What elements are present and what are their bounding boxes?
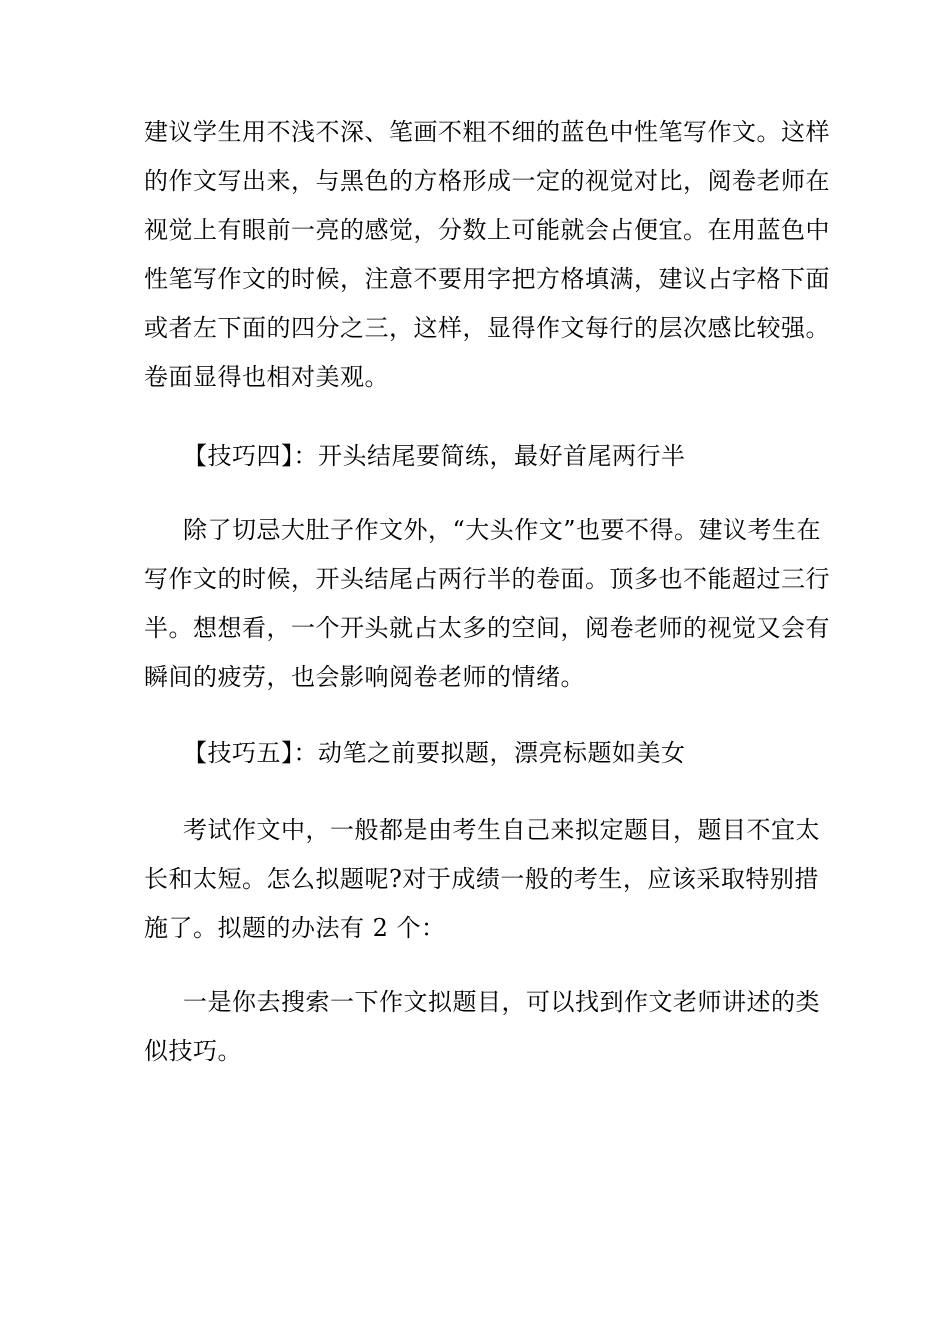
- heading-text: 【技巧四】：开头结尾要简练，最好首尾两行半: [183, 442, 686, 470]
- text-line: 瞬间的疲劳，也会影响阅卷老师的情绪。: [144, 663, 585, 691]
- text-line: 考试作文中，一般都是由考生自己来拟定题目，题目不宜太: [183, 816, 820, 844]
- text-line: 施了。拟题的办法有 2 个：: [144, 914, 446, 942]
- heading-text: 【技巧五】：动笔之前要拟题，漂亮标题如美女: [183, 739, 686, 767]
- heading-tip-five: [144, 729, 808, 778]
- text-line: 建议学生用不浅不深、笔画不粗不细的蓝色中性笔写作文。这样: [144, 118, 830, 146]
- text-line: 除了切忌大肚子作文外，“大头作文”也要不得。建议考生在: [183, 516, 822, 544]
- text-line: 性笔写作文的时候，注意不要用字把方格填满，建议占字格下面: [144, 265, 830, 293]
- heading-tip-four: [144, 432, 808, 481]
- text-line: 卷面显得也相对美观。: [144, 363, 389, 391]
- paragraph-pen-advice: [144, 108, 830, 402]
- text-line: 长和太短。怎么拟题呢?对于成绩一般的考生，应该采取特别措: [144, 865, 819, 893]
- text-line: 的作文写出来，与黑色的方格形成一定的视觉对比，阅卷老师在: [144, 167, 830, 195]
- paragraph-opening-ending: [144, 506, 830, 702]
- paragraph-method-one: [144, 978, 820, 1076]
- paragraph-title-drafting: [144, 806, 820, 953]
- text-line: 似技巧。: [144, 1037, 242, 1065]
- text-line: 写作文的时候，开头结尾占两行半的卷面。顶多也不能超过三行: [144, 565, 830, 593]
- text-line: 视觉上有眼前一亮的感觉，分数上可能就会占便宜。在用蓝色中: [144, 216, 830, 244]
- text-line: 或者左下面的四分之三，这样，显得作文每行的层次感比较强。: [144, 314, 830, 342]
- text-line: 一是你去搜索一下作文拟题目，可以找到作文老师讲述的类: [183, 988, 820, 1016]
- text-line: 半。想想看，一个开头就占太多的空间，阅卷老师的视觉又会有: [144, 614, 830, 642]
